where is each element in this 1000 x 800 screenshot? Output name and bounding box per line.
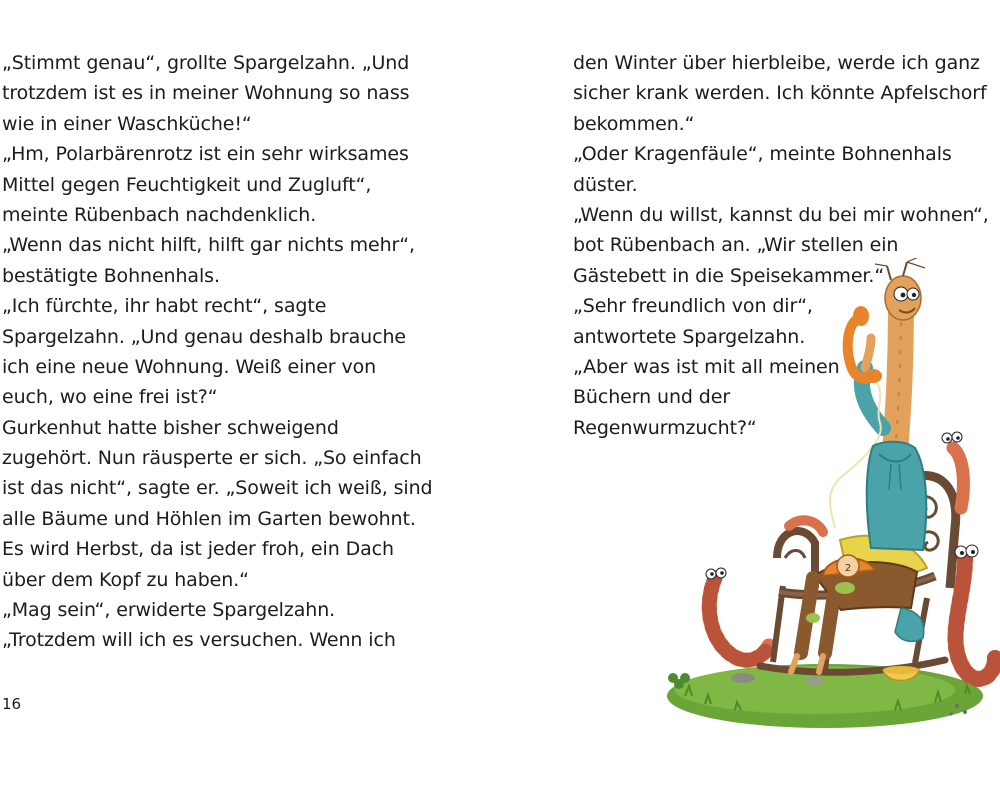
text-line: „Sehr freundlich von dir“,: [573, 295, 813, 318]
text-line: bot Rübenbach an. „Wir stellen ein: [573, 234, 899, 257]
worm-right: [955, 545, 995, 679]
text-line: zugehört. Nun räusperte er sich. „So einfach: [2, 447, 422, 470]
text-line: ist das nicht“, sagte er. „Soweit ich weiß, sind: [2, 477, 433, 500]
text-line: „Ich fürchte, ihr habt recht“, sagte: [2, 295, 327, 318]
text-line: alle Bäume und Höhlen im Garten bewohnt.: [2, 507, 416, 530]
text-line: „Stimmt genau“, grollte Spargelzahn. „Und: [2, 52, 410, 74]
text-line: trotzdem ist es in meiner Wohnung so nass: [2, 82, 410, 105]
text-line: wie in einer Waschküche!“: [2, 112, 252, 135]
text-line: Gästebett in die Speisekammer.“: [573, 264, 885, 287]
text-line: bekommen.“: [573, 112, 695, 135]
text-line: sicher krank werden. Ich könnte Apfelschorf: [573, 82, 987, 105]
text-line: ich eine neue Wohnung. Weiß einer von: [2, 355, 377, 378]
text-line: „Mag sein“, erwiderte Spargelzahn.: [2, 599, 336, 622]
text-line: „Oder Kragenfäule“, meinte Bohnenhals: [573, 143, 952, 166]
worm-left: [706, 568, 769, 660]
text-line: Regenwurmzucht?“: [573, 416, 757, 439]
phone-dial-label: 2: [844, 563, 852, 574]
text-line: „Wenn du willst, kannst du bei mir wohnen“,: [573, 203, 989, 226]
text-line: antwortete Spargelzahn.: [573, 325, 806, 348]
text-line: über dem Kopf zu haben.“: [2, 568, 249, 591]
text-line: meinte Rübenbach nachdenklich.: [2, 203, 317, 226]
text-line: euch, wo eine frei ist?“: [2, 386, 218, 409]
page-number: 16: [2, 695, 22, 713]
text-line: Spargelzahn. „Und genau deshalb brauche: [2, 325, 407, 348]
text-line: bestätigte Bohnenhals.: [2, 264, 220, 287]
left-page-text: [2, 48, 432, 656]
blanket: [895, 608, 924, 641]
text-line: „Hm, Polarbärenrotz ist ein sehr wirksames: [2, 143, 409, 166]
text-line: „Trotzdem will ich es versuchen. Wenn ich: [2, 629, 396, 652]
text-line: Es wird Herbst, da ist jeder froh, ein Dach: [2, 538, 394, 561]
text-line: „Wenn das nicht hilft, hilft gar nichts mehr“,: [2, 234, 415, 257]
text-line: Büchern und der: [573, 386, 731, 409]
text-line: Mittel gegen Feuchtigkeit und Zugluft“,: [2, 173, 372, 196]
text-line: düster.: [573, 173, 638, 196]
hoodie: [867, 442, 927, 550]
text-line: „Aber was ist mit all meinen: [573, 355, 840, 378]
text-line: den Winter über hierbleibe, werde ich ganz: [573, 52, 980, 74]
illustration-asparagus-on-rocking-chair: [665, 258, 1000, 730]
text-line: Gurkenhut hatte bisher schweigend: [2, 416, 339, 439]
